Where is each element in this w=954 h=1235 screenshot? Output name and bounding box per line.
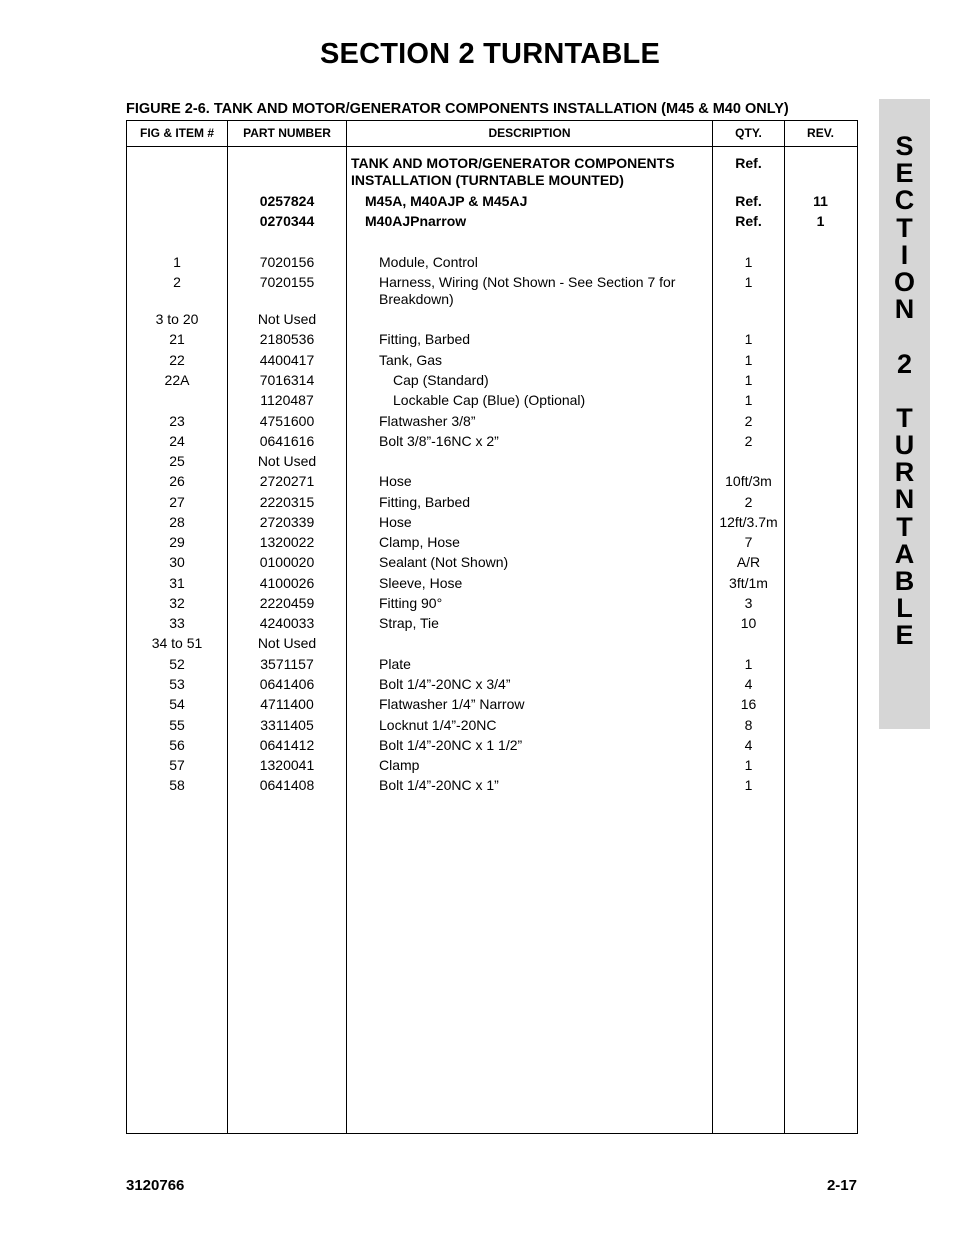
description-cell: Bolt 1/4”-20NC x 3/4” [379, 676, 511, 692]
fig-item-cell: 28 [169, 514, 185, 530]
side-tab-letter: L [896, 593, 913, 624]
fig-item-cell: 30 [169, 554, 185, 570]
part-number-cell: Not Used [257, 635, 317, 651]
qty-cell: 2 [744, 433, 753, 449]
qty-cell: 4 [744, 737, 753, 753]
fig-item-cell: 1 [173, 254, 181, 270]
part-number-cell: 1320041 [259, 757, 315, 773]
fig-item-cell: 2 [173, 274, 181, 290]
description-cell: M45A, M40AJP & M45AJ [365, 193, 528, 209]
header-rev: REV. [807, 126, 834, 140]
qty-cell: 1 [744, 372, 753, 388]
side-tab-letter: T [896, 511, 913, 542]
description-cell: Bolt 3/8”-16NC x 2” [379, 433, 499, 449]
description-cell: Bolt 1/4”-20NC x 1 1/2” [379, 737, 523, 753]
description-cell: INSTALLATION (TURNTABLE MOUNTED) [351, 172, 624, 188]
qty-cell: 12ft/3.7m [719, 514, 778, 530]
page-number: 2-17 [826, 1177, 857, 1194]
header-fig-item: FIG & ITEM # [139, 126, 214, 140]
side-tab-letter: B [894, 566, 915, 596]
description-cell: M40AJPnarrow [365, 213, 467, 229]
side-tab-letter: N [894, 294, 915, 325]
part-number-cell: 2180536 [259, 331, 315, 347]
side-tab-letter: O [893, 266, 915, 297]
qty-cell: 2 [744, 413, 753, 429]
side-tab-letter: R [894, 457, 915, 488]
part-number-cell: 3571157 [260, 656, 314, 672]
description-cell: Locknut 1/4”-20NC [379, 717, 497, 733]
fig-item-cell: 25 [169, 453, 185, 469]
part-number-cell: 2720339 [259, 514, 315, 530]
fig-item-cell: 29 [169, 534, 185, 550]
fig-item-cell: 53 [169, 676, 185, 692]
qty-cell: 1 [744, 656, 753, 672]
header-description: DESCRIPTION [488, 126, 571, 140]
part-number-cell: 4751600 [259, 413, 315, 429]
qty-cell: 8 [744, 717, 753, 733]
side-tab-label [879, 133, 930, 650]
fig-item-cell: 34 to 51 [151, 635, 203, 651]
page-title: SECTION 2 TURNTABLE [320, 38, 660, 70]
description-cell: Lockable Cap (Blue) (Optional) [393, 392, 586, 408]
fig-item-cell: 21 [169, 331, 185, 347]
header-divider [127, 146, 857, 147]
qty-cell: 1 [744, 352, 753, 368]
fig-item-cell: 22 [169, 352, 185, 368]
column-divider [346, 121, 347, 1133]
description-cell: Fitting, Barbed [379, 331, 471, 347]
part-number-cell: 0641408 [259, 777, 315, 793]
part-number-cell: 4240033 [259, 615, 315, 631]
description-cell: Fitting 90° [379, 595, 443, 611]
side-tab-letter [879, 378, 930, 405]
fig-item-cell: 55 [169, 717, 185, 733]
description-cell: Plate [379, 656, 411, 672]
part-number-cell: 1120487 [260, 392, 314, 408]
qty-cell: 1 [744, 757, 753, 773]
qty-cell: 16 [740, 696, 757, 712]
qty-cell: Ref. [735, 155, 762, 171]
qty-cell: Ref. [735, 193, 762, 209]
fig-item-cell: 58 [169, 777, 185, 793]
side-tab-letter: 2 [896, 348, 913, 379]
description-cell: Sealant (Not Shown) [379, 554, 509, 570]
side-tab-letter: N [894, 484, 915, 515]
qty-cell: 2 [744, 494, 753, 510]
side-tab-letter: E [895, 158, 914, 189]
side-tab-letter: U [894, 430, 915, 461]
section-side-tab [879, 99, 930, 729]
part-number-cell: 2720271 [259, 473, 315, 489]
side-tab-letter [879, 323, 930, 350]
side-tab-letter: S [895, 131, 914, 161]
description-cell: Clamp, Hose [379, 534, 460, 550]
qty-cell: A/R [736, 554, 761, 570]
qty-cell: 4 [744, 676, 753, 692]
part-number-cell: 0100020 [259, 554, 315, 570]
side-tab-letter: E [895, 620, 914, 651]
qty-cell: 7 [744, 534, 753, 550]
part-number-cell: 3311405 [260, 717, 314, 733]
description-cell: Tank, Gas [379, 352, 443, 368]
fig-item-cell: 52 [169, 656, 185, 672]
part-number-cell: 4400417 [259, 352, 315, 368]
document-number: 3120766 [126, 1177, 185, 1194]
qty-cell: Ref. [735, 213, 762, 229]
description-cell: TANK AND MOTOR/GENERATOR COMPONENTS [351, 155, 675, 171]
part-number-cell: 0641406 [259, 676, 315, 692]
description-cell: Fitting, Barbed [379, 494, 471, 510]
side-tab-letter: A [894, 538, 915, 569]
column-divider [784, 121, 785, 1133]
fig-item-cell: 33 [169, 615, 185, 631]
part-number-cell: 4711400 [260, 696, 314, 712]
description-cell: Flatwasher 1/4” Narrow [379, 696, 525, 712]
description-cell: Module, Control [379, 254, 478, 270]
description-cell: Hose [379, 473, 412, 489]
side-tab-letter: T [896, 402, 913, 433]
part-number-cell: 7016314 [259, 372, 315, 388]
fig-item-cell: 22A [164, 372, 190, 388]
fig-item-cell: 23 [169, 413, 185, 429]
side-tab-letter: C [894, 185, 915, 216]
description-cell: Flatwasher 3/8” [379, 413, 476, 429]
figure-title: FIGURE 2-6. TANK AND MOTOR/GENERATOR COMPONENTS INSTALLATION (M45 & M40 ONLY) [126, 101, 789, 117]
description-cell: Sleeve, Hose [379, 575, 463, 591]
parts-table [126, 120, 858, 1134]
fig-item-cell: 3 to 20 [155, 311, 199, 327]
part-number-cell: 4100026 [259, 575, 315, 591]
fig-item-cell: 56 [169, 737, 185, 753]
header-part-number: PART NUMBER [243, 126, 331, 140]
qty-cell: 1 [744, 392, 753, 408]
qty-cell: 10ft/3m [725, 473, 772, 489]
fig-item-cell: 27 [169, 494, 185, 510]
rev-cell: 11 [813, 193, 828, 209]
side-tab-letter: I [900, 239, 909, 270]
qty-cell: 1 [744, 331, 753, 347]
qty-cell: 3ft/1m [729, 575, 768, 591]
description-cell: Strap, Tie [379, 615, 439, 631]
fig-item-cell: 26 [169, 473, 185, 489]
part-number-cell: 1320022 [259, 534, 315, 550]
fig-item-cell: 24 [169, 433, 185, 449]
fig-item-cell: 31 [169, 575, 185, 591]
part-number-cell: 7020155 [259, 274, 315, 290]
fig-item-cell: 32 [169, 595, 185, 611]
qty-cell: 1 [744, 777, 753, 793]
qty-cell: 1 [744, 274, 753, 290]
description-cell: Hose [379, 514, 412, 530]
description-cell: Breakdown) [379, 291, 454, 307]
part-number-cell: 0641616 [259, 433, 315, 449]
part-number-cell: 0270344 [259, 213, 315, 229]
side-tab-letter: T [896, 212, 913, 243]
description-cell: Harness, Wiring (Not Shown - See Section 7 for [379, 274, 676, 290]
fig-item-cell: 54 [169, 696, 185, 712]
part-number-cell: 2220459 [259, 595, 315, 611]
part-number-cell: 2220315 [259, 494, 315, 510]
description-cell: Clamp [379, 757, 420, 773]
qty-cell: 3 [744, 595, 753, 611]
rev-cell: 1 [816, 213, 825, 229]
description-cell: Cap (Standard) [393, 372, 489, 388]
part-number-cell: Not Used [257, 311, 317, 327]
qty-cell: 10 [740, 615, 757, 631]
description-cell: Bolt 1/4”-20NC x 1” [379, 777, 499, 793]
part-number-cell: 0257824 [259, 193, 315, 209]
qty-cell: 1 [744, 254, 753, 270]
part-number-cell: 7020156 [259, 254, 315, 270]
header-qty: QTY. [735, 126, 762, 140]
part-number-cell: Not Used [257, 453, 317, 469]
part-number-cell: 0641412 [259, 737, 315, 753]
fig-item-cell: 57 [169, 757, 185, 773]
